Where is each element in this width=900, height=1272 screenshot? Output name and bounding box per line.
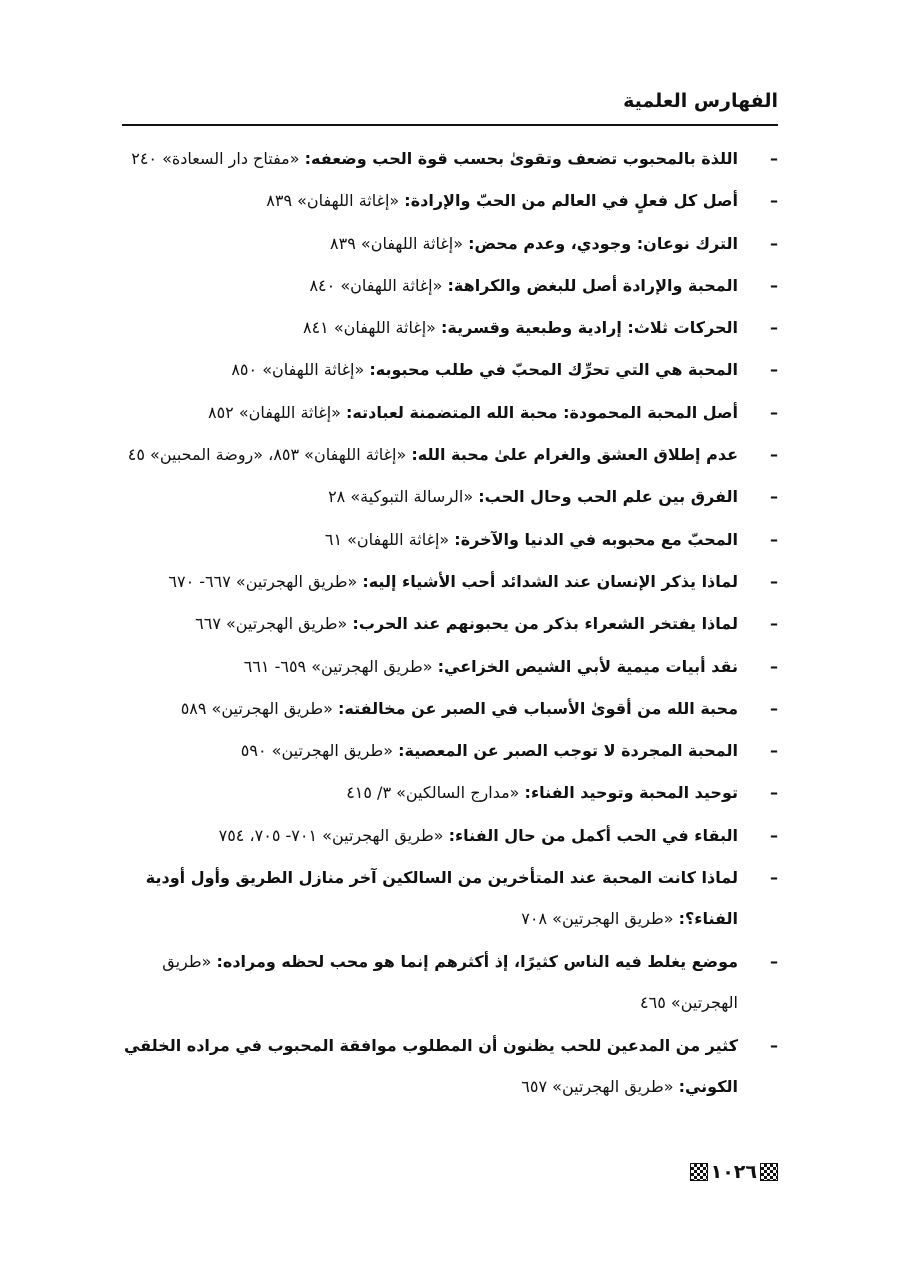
entry-topic: المحبة هي التي تحرِّك المحبّ في طلب محبوبه: (369, 360, 738, 380)
index-entry (116, 815, 778, 857)
entry-dash: – (770, 614, 778, 634)
index-entry (116, 646, 778, 688)
entry-reference: «مدارج السالكين» ٣/ ٤١٥ (346, 783, 525, 803)
entry-reference: «إغاثة اللهفان» ٦١ (324, 529, 455, 549)
entry-topic: لماذا يذكر الإنسان عند الشدائد أحب الأشياء إليه: (362, 571, 738, 591)
entry-dash: – (770, 360, 778, 380)
entry-topic: المحبة والإرادة أصل للبغض والكراهة: (447, 275, 738, 295)
index-entry (116, 519, 778, 561)
entry-reference: «طريق الهجرتين» ٧٠٨ (521, 909, 679, 929)
entry-topic: موضع يغلط فيه الناس كثيرًا، إذ أكثرهم إنما هو محب لحظه ومراده: (216, 952, 738, 972)
entry-reference: «إغاثة اللهفان» ٨٣٩ (266, 191, 405, 211)
entry-dash: – (770, 698, 778, 718)
entry-reference: «طريق الهجرتين» ٦٦٧- ٦٧٠ (168, 571, 363, 591)
entry-topic: الحركات ثلاث: إرادية وطبعية وقسرية: (441, 318, 738, 338)
running-header (122, 84, 778, 126)
entry-reference: «طريق الهجرتين» ٦٦٧ (195, 614, 353, 634)
index-entry (116, 265, 778, 307)
entry-reference: «طريق الهجرتين» ٦٥٩- ٦٦١ (243, 656, 438, 676)
index-entry (116, 603, 778, 645)
index-entry (116, 392, 778, 434)
entry-topic: محبة الله من أقوىٰ الأسباب في الصبر عن مخالفته: (337, 698, 738, 718)
index-entry (116, 561, 778, 603)
page-number: ١٠٢٦ (710, 1161, 757, 1183)
entry-dash: – (770, 149, 778, 168)
entry-topic: كثير من المدعين للحب يظنون أن المطلوب موافقة المحبوب في مراده الخلقي الكوني: (123, 1036, 738, 1097)
entry-topic: لماذا يفتخر الشعراء بذكر من يحبونهم عند الحرب: (352, 614, 738, 634)
entry-reference: «مفتاح دار السعادة» ٢٤٠ (131, 149, 305, 168)
entry-dash: – (770, 1036, 778, 1056)
entry-dash: – (770, 191, 778, 211)
entry-dash: – (770, 952, 778, 972)
index-entry (116, 180, 778, 222)
entry-dash: – (770, 445, 778, 465)
entry-dash: – (770, 275, 778, 295)
entry-topic: المحبّ مع محبوبه في الدنيا والآخرة: (454, 529, 738, 549)
entry-topic: أصل المحبة المحمودة: محبة الله المتضمنة لعبادته: (346, 402, 738, 422)
entry-reference: «طريق الهجرتين» ٥٨٩ (180, 698, 338, 718)
index-entry (116, 434, 778, 476)
running-title: الفهارس العلمية (623, 90, 778, 112)
entry-reference: «طريق الهجرتين» ٥٩٠ (240, 741, 399, 761)
entry-reference: «إغاثة اللهفان» ٨٤١ (302, 318, 442, 338)
ornament-square-icon (760, 1163, 778, 1181)
entry-dash: – (770, 783, 778, 803)
index-entry (116, 730, 778, 772)
entry-reference: «إغاثة اللهفان» ٨٤٠ (309, 275, 448, 295)
index-entry (116, 223, 778, 265)
entry-dash: – (770, 402, 778, 422)
entry-topic: أصل كل فعلٍ في العالم من الحبّ والإرادة: (404, 191, 738, 211)
ornament-square-icon (690, 1163, 708, 1181)
index-entry (116, 1025, 778, 1107)
entry-dash: – (770, 318, 778, 338)
entry-dash: – (770, 825, 778, 845)
entry-topic: البقاء في الحب أكمل من حال الفناء: (448, 825, 738, 845)
entry-topic: المحبة المجردة لا توجب الصبر عن المعصية: (398, 741, 738, 761)
index-entry (116, 941, 778, 1023)
index-entry (116, 772, 778, 814)
entry-reference: «الرسالة التبوكية» ٢٨ (328, 487, 479, 507)
entry-dash: – (770, 487, 778, 507)
entry-reference: «إغاثة اللهفان» ٨٥٠ (231, 360, 370, 380)
index-entry (116, 857, 778, 939)
index-entry (116, 307, 778, 349)
entry-topic: اللذة بالمحبوب تضعف وتقوىٰ بحسب قوة الحب وضعفه: (304, 149, 738, 168)
entry-reference: «إغاثة اللهفان» ٨٥٢ (207, 402, 347, 422)
index-entries-list (116, 138, 778, 1109)
entry-reference: «إغاثة اللهفان» ٨٥٣، «روضة المحبين» ٤٥ (127, 445, 412, 465)
index-entry (116, 349, 778, 391)
entry-reference: «طريق الهجرتين» ٦٥٧ (521, 1077, 679, 1097)
entry-dash: – (770, 741, 778, 761)
index-entry (116, 476, 778, 518)
entry-topic: توحيد المحبة وتوحيد الفناء: (524, 783, 738, 803)
entry-dash: – (770, 571, 778, 591)
entry-reference: «طريق الهجرتين» ٧٠١- ٧٠٥، ٧٥٤ (218, 825, 449, 845)
entry-dash: – (770, 529, 778, 549)
entry-dash: – (770, 656, 778, 676)
page-number-footer (690, 1158, 778, 1186)
entry-topic: الترك نوعان: وجودي، وعدم محض: (468, 233, 738, 253)
entry-reference: «طريق الهجرتين» ٤٦٥ (162, 952, 738, 1013)
index-entry (116, 688, 778, 730)
entry-topic: لماذا كانت المحبة عند المتأخرين من السالكين آخر منازل الطريق وأول أودية الفناء؟: (145, 868, 738, 929)
entry-reference: «إغاثة اللهفان» ٨٣٩ (330, 233, 469, 253)
entry-topic: نقد أبيات ميمية لأبي الشيص الخزاعي: (437, 656, 738, 676)
index-entry (116, 138, 778, 180)
entry-topic: الفرق بين علم الحب وحال الحب: (478, 487, 738, 507)
entry-dash: – (770, 868, 778, 888)
entry-dash: – (770, 233, 778, 253)
entry-topic: عدم إطلاق العشق والغرام علىٰ محبة الله: (411, 445, 738, 465)
